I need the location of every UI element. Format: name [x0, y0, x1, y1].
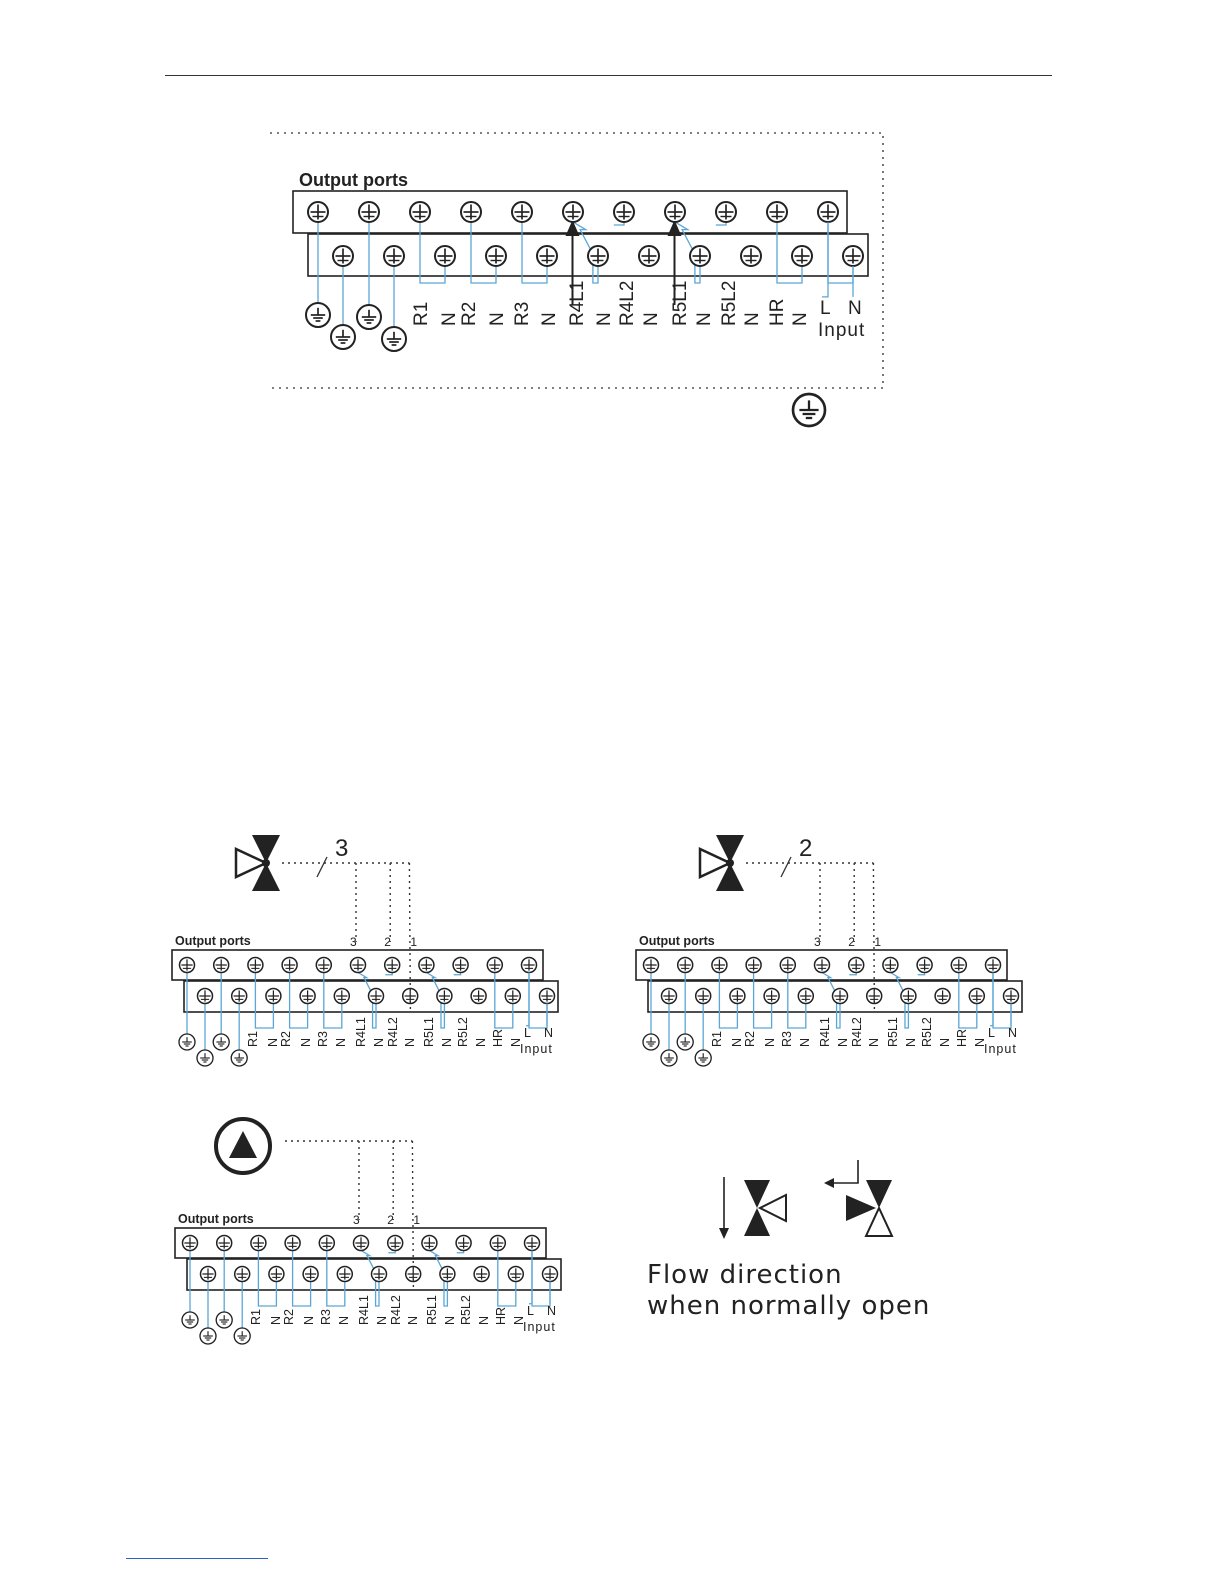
ground-icon — [234, 1328, 250, 1344]
flow-caption-line2: when normally open — [647, 1291, 931, 1321]
terminal-label: N — [904, 1037, 918, 1047]
ground-icon — [695, 1050, 711, 1066]
terminal-label-n: N — [544, 1026, 554, 1040]
terminal-label: R5L2 — [719, 280, 740, 326]
terminal-label: HR — [767, 298, 788, 326]
screw-terminal-icon — [471, 989, 486, 1004]
wire-number: 2 — [848, 935, 855, 949]
screw-terminal-icon — [372, 1267, 387, 1282]
terminal-label: R4L2 — [617, 280, 638, 326]
screw-terminal-icon — [201, 1267, 216, 1282]
wire-number: 2 — [384, 935, 391, 949]
terminal-label: N — [375, 1315, 389, 1325]
terminal-label: R3 — [780, 1031, 794, 1047]
screw-terminal-icon — [969, 989, 984, 1004]
terminal-label: N — [372, 1037, 386, 1047]
screw-terminal-icon — [435, 246, 455, 266]
input-label: Input — [520, 1042, 553, 1056]
terminal-label-l: L — [820, 298, 831, 319]
screw-terminal-icon — [354, 1236, 369, 1251]
screw-terminal-icon — [266, 989, 281, 1004]
screw-terminal-icon — [419, 958, 434, 973]
terminal-label: N — [474, 1037, 488, 1047]
screw-terminal-icon — [334, 989, 349, 1004]
terminal-label: R1 — [249, 1309, 263, 1325]
terminal-label: R5L2 — [456, 1017, 470, 1047]
screw-terminal-icon — [183, 1236, 198, 1251]
ground-icon — [182, 1312, 198, 1328]
screw-terminal-icon — [696, 989, 711, 1004]
terminal-label: R3 — [512, 301, 533, 326]
terminal-label: N — [641, 312, 662, 326]
terminal-label: N — [694, 312, 715, 326]
pump-diagram — [175, 1119, 561, 1344]
screw-terminal-icon — [917, 958, 932, 973]
screw-terminal-icon — [690, 246, 710, 266]
screw-terminal-icon — [833, 989, 848, 1004]
screw-terminal-icon — [385, 958, 400, 973]
terminal-label: N — [302, 1315, 316, 1325]
terminal-label-n: N — [848, 298, 862, 319]
terminal-label: R4L2 — [389, 1295, 403, 1325]
screw-terminal-icon — [337, 1267, 352, 1282]
screw-terminal-icon — [588, 246, 608, 266]
screw-terminal-icon — [512, 202, 532, 222]
screw-terminal-icon — [798, 989, 813, 1004]
screw-terminal-icon — [1004, 989, 1019, 1004]
screw-terminal-icon — [849, 958, 864, 973]
screw-terminal-icon — [422, 1236, 437, 1251]
wire-number: 1 — [874, 935, 882, 949]
terminal-label: N — [266, 1037, 280, 1047]
screw-terminal-icon — [248, 958, 263, 973]
screw-terminal-icon — [180, 958, 195, 973]
screw-terminal-icon — [730, 989, 745, 1004]
screw-terminal-icon — [678, 958, 693, 973]
ground-icon — [677, 1034, 693, 1050]
terminal-label: N — [477, 1315, 491, 1325]
wire-count-label: 3 — [335, 835, 349, 862]
terminal-label: R5L1 — [425, 1295, 439, 1325]
screw-terminal-icon — [662, 989, 677, 1004]
terminal-label: R4L2 — [386, 1017, 400, 1047]
ground-icon — [200, 1328, 216, 1344]
terminal-label: R3 — [319, 1309, 333, 1325]
terminal-label: N — [439, 312, 460, 326]
screw-terminal-icon — [487, 958, 502, 973]
screw-terminal-icon — [440, 1267, 455, 1282]
screw-terminal-icon — [316, 958, 331, 973]
ground-icon — [331, 325, 355, 349]
terminal-label: N — [867, 1037, 881, 1047]
screw-terminal-icon — [764, 989, 779, 1004]
terminal-label: R4L1 — [357, 1295, 371, 1325]
terminal-label: R2 — [743, 1031, 757, 1047]
terminal-label: R4L2 — [850, 1017, 864, 1047]
screw-terminal-icon — [508, 1267, 523, 1282]
screw-terminal-icon — [285, 1236, 300, 1251]
screw-terminal-icon — [282, 958, 297, 973]
screw-terminal-icon — [198, 989, 213, 1004]
valve-2way-diagram — [636, 835, 1022, 1066]
terminal-label: R5L2 — [920, 1017, 934, 1047]
screw-terminal-icon — [235, 1267, 250, 1282]
screw-terminal-icon — [951, 958, 966, 973]
ground-icon — [357, 305, 381, 329]
terminal-label: R2 — [279, 1031, 293, 1047]
screw-terminal-icon — [333, 246, 353, 266]
main-terminal-diagram — [293, 170, 868, 351]
ground-icon — [793, 394, 825, 426]
terminal-label: R5L1 — [670, 280, 691, 326]
terminal-label: N — [742, 312, 763, 326]
terminal-label: R5L2 — [459, 1295, 473, 1325]
screw-terminal-icon — [437, 989, 452, 1004]
screw-terminal-icon — [986, 958, 1001, 973]
valve-3-way-icon — [236, 835, 280, 891]
terminal-label: N — [403, 1037, 417, 1047]
terminal-label: R5L1 — [886, 1017, 900, 1047]
screw-terminal-icon — [351, 958, 366, 973]
terminal-label-l: L — [527, 1304, 534, 1318]
valve-icon — [846, 1180, 892, 1236]
screw-terminal-icon — [639, 246, 659, 266]
terminal-label: R4L1 — [354, 1017, 368, 1047]
output-ports-title: Output ports — [639, 934, 715, 948]
output-ports-title: Output ports — [299, 170, 408, 190]
terminal-label: HR — [955, 1028, 969, 1047]
terminal-label: N — [334, 1037, 348, 1047]
terminal-label: R3 — [316, 1031, 330, 1047]
terminal-label: R5L1 — [422, 1017, 436, 1047]
terminal-label: N — [938, 1037, 952, 1047]
ground-icon — [216, 1312, 232, 1328]
ground-icon — [382, 327, 406, 351]
terminal-label: R4L1 — [567, 280, 588, 326]
terminal-label: N — [973, 1037, 987, 1047]
screw-terminal-icon — [490, 1236, 505, 1251]
ground-icon — [179, 1034, 195, 1050]
terminal-label: R1 — [411, 301, 432, 326]
valve-3way-diagram — [172, 835, 558, 1066]
input-label: Input — [818, 320, 866, 341]
screw-terminal-icon — [563, 202, 583, 222]
screw-terminal-icon — [543, 1267, 558, 1282]
screw-terminal-icon — [369, 989, 384, 1004]
flow-caption-line1: Flow direction — [647, 1260, 843, 1290]
screw-terminal-icon — [935, 989, 950, 1004]
screw-terminal-icon — [251, 1236, 266, 1251]
screw-terminal-icon — [486, 246, 506, 266]
terminal-label: N — [594, 312, 615, 326]
screw-terminal-icon — [359, 202, 379, 222]
screw-terminal-icon — [300, 989, 315, 1004]
ground-icon — [197, 1050, 213, 1066]
screw-terminal-icon — [232, 989, 247, 1004]
terminal-label: N — [730, 1037, 744, 1047]
input-label: Input — [984, 1042, 1017, 1056]
flow-legend — [719, 1160, 892, 1239]
terminal-label: N — [539, 312, 560, 326]
terminal-label: N — [487, 312, 508, 326]
screw-terminal-icon — [537, 246, 557, 266]
screw-terminal-icon — [712, 958, 727, 973]
screw-terminal-icon — [644, 958, 659, 973]
valve-icon — [744, 1180, 786, 1236]
screw-terminal-icon — [792, 246, 812, 266]
screw-terminal-icon — [767, 202, 787, 222]
screw-terminal-icon — [883, 958, 898, 973]
terminal-label: N — [406, 1315, 420, 1325]
terminal-label: R1 — [710, 1031, 724, 1047]
flow-arrow — [830, 1160, 858, 1183]
screw-terminal-icon — [384, 246, 404, 266]
wire-number: 3 — [814, 935, 821, 949]
input-label: Input — [523, 1320, 556, 1334]
screw-terminal-icon — [456, 1236, 471, 1251]
terminal-label-n: N — [1008, 1026, 1018, 1040]
terminal-label: N — [269, 1315, 283, 1325]
screw-terminal-icon — [780, 958, 795, 973]
terminal-label: N — [512, 1315, 526, 1325]
cable-slash — [317, 857, 327, 877]
screw-terminal-icon — [815, 958, 830, 973]
screw-terminal-icon — [308, 202, 328, 222]
wire-number: 3 — [353, 1213, 360, 1227]
wire-number: 1 — [410, 935, 418, 949]
ground-icon — [213, 1034, 229, 1050]
screw-terminal-icon — [319, 1236, 334, 1251]
screw-terminal-icon — [901, 989, 916, 1004]
ground-icon — [306, 303, 330, 327]
screw-terminal-icon — [741, 246, 761, 266]
valve-2-way-icon — [700, 835, 744, 891]
screw-terminal-icon — [217, 1236, 232, 1251]
screw-terminal-icon — [746, 958, 761, 973]
terminal-label: R2 — [459, 301, 480, 326]
ground-icon — [643, 1034, 659, 1050]
terminal-label-l: L — [524, 1026, 531, 1040]
terminal-label: N — [836, 1037, 850, 1047]
screw-terminal-icon — [303, 1267, 318, 1282]
terminal-label: N — [443, 1315, 457, 1325]
terminal-label: N — [763, 1037, 777, 1047]
screw-terminal-icon — [843, 246, 863, 266]
screw-terminal-icon — [461, 202, 481, 222]
screw-terminal-icon — [214, 958, 229, 973]
screw-terminal-icon — [453, 958, 468, 973]
screw-terminal-icon — [410, 202, 430, 222]
screw-terminal-icon — [818, 202, 838, 222]
pump-icon — [216, 1119, 270, 1173]
screw-terminal-icon — [505, 989, 520, 1004]
terminal-label: N — [509, 1037, 523, 1047]
cable-slash — [781, 857, 791, 877]
screw-terminal-icon — [474, 1267, 489, 1282]
terminal-label: N — [337, 1315, 351, 1325]
terminal-label-l: L — [988, 1026, 995, 1040]
screw-terminal-icon — [716, 202, 736, 222]
terminal-label: HR — [494, 1306, 508, 1325]
terminal-label-n: N — [547, 1304, 557, 1318]
screw-terminal-icon — [388, 1236, 403, 1251]
terminal-label: N — [440, 1037, 454, 1047]
ground-icon — [231, 1050, 247, 1066]
screw-terminal-icon — [540, 989, 555, 1004]
arrow-head-icon — [719, 1228, 729, 1239]
screw-terminal-icon — [665, 202, 685, 222]
ground-icon — [661, 1050, 677, 1066]
screw-terminal-icon — [269, 1267, 284, 1282]
terminal-label: N — [299, 1037, 313, 1047]
terminal-label: R4L1 — [818, 1017, 832, 1047]
wire-number: 2 — [387, 1213, 394, 1227]
wire-number: 3 — [350, 935, 357, 949]
terminal-label: R2 — [282, 1309, 296, 1325]
terminal-label: N — [790, 312, 811, 326]
wire-number: 1 — [413, 1213, 421, 1227]
terminal-label: R1 — [246, 1031, 260, 1047]
terminal-label: N — [798, 1037, 812, 1047]
terminal-label: HR — [491, 1028, 505, 1047]
arrow-head-icon — [824, 1178, 834, 1188]
screw-terminal-icon — [522, 958, 537, 973]
output-ports-title: Output ports — [178, 1212, 254, 1226]
screw-terminal-icon — [614, 202, 634, 222]
screw-terminal-icon — [525, 1236, 540, 1251]
wire-count-label: 2 — [799, 835, 813, 862]
output-ports-title: Output ports — [175, 934, 251, 948]
